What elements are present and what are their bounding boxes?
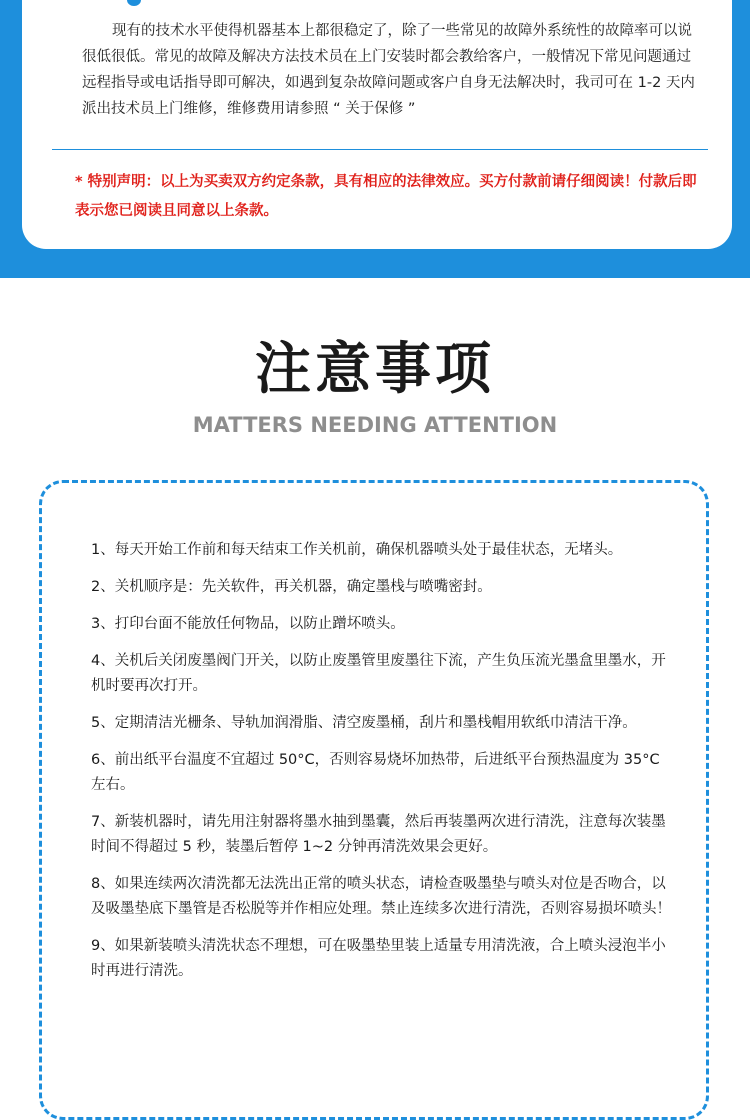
list-item: 5、定期清洁光栅条、导轨加润滑脂、清空废墨桶，刮片和墨栈帽用软纸巾清洁干净。 [91,715,637,731]
list-item: 1、每天开始工作前和每天结束工作关机前，确保机器喷头处于最佳状态，无堵头。 [91,542,623,558]
list-item: 9、如果新装喷头清洗状态不理想，可在吸墨垫里装上适量专用清洗液，合上喷头浸泡半小时再进行清洗。 [91,938,666,979]
section-subtitle: MATTERS NEEDING ATTENTION [192,413,558,437]
section-title: 注意事项 [255,337,495,402]
list-item: 3、打印台面不能放任何物品，以防止蹭坏喷头。 [91,616,405,632]
list-item: 7、新装机器时，请先用注射器将墨水抽到墨囊，然后再装墨两次进行清洗，注意每次装墨时间不得超过 5 秒，装墨后暂停 1~2 分钟再清洗效果会更好。 [91,814,666,855]
service-paragraph: 现有的技术水平使得机器基本上都很稳定了，除了一些常见的故障外系统性的故障率可以说很低很低。常见的故障及解决方法技术员在上门安装时都会教给客户，一般情况下常见问题通过远程指导或电话指导即可解决，如遇到复杂故障问题或客户自身无法解决时，我司可在 1-2 天内派出技术员上门维修，维修费用请参照 “ 关于保修 ” [82,23,695,117]
special-notice: * 特别声明：以上为买卖双方约定条款，具有相应的法律效应。买方付款前请仔细阅读！付款后即表示您已阅读且同意以上条款。 [75,174,697,219]
list-item: 8、如果连续两次清洗都无法洗出正常的喷头状态，请检查吸墨垫与喷头对位是否吻合，以及吸墨垫底下墨管是否松脱等并作相应处理。禁止连续多次进行清洗，否则容易损坏喷头！ [91,876,671,917]
divider-line [52,149,708,150]
list-item: 2、关机顺序是：先关软件，再关机器，确定墨栈与喷嘴密封。 [91,579,492,595]
attention-list [91,538,671,996]
decorative-dot [127,0,141,6]
list-item: 6、前出纸平台温度不宜超过 50°C，否则容易烧坏加热带，后进纸平台预热温度为 35°C左右。 [91,752,660,793]
list-item: 4、关机后关闭废墨阀门开关，以防止废墨管里废墨往下流，产生负压流光墨盒里墨水，开机时要再次打开。 [91,653,666,694]
